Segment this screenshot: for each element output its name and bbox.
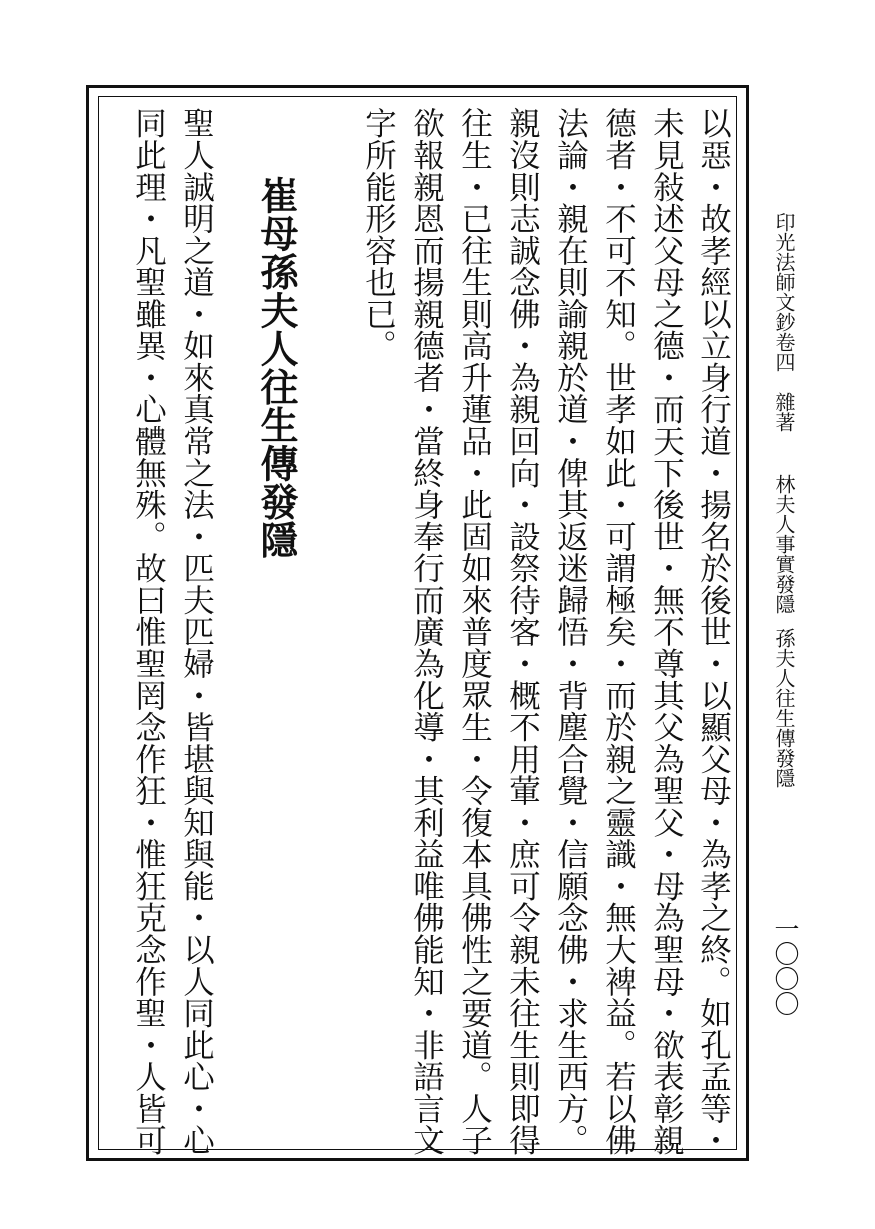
text-column-4: 法論・親在則諭親於道・俾其返迷歸悟・背塵合覺・信願念佛・求生西方。: [552, 107, 589, 1156]
text-column-5: 親沒則志誠念佛・為親回向・設祭待客・概不用葷・庶可令親未往生則即得: [504, 107, 541, 1156]
running-title-2: 孫夫人往生傳發隱: [772, 628, 796, 788]
text-column-8: 字所能形容也已。: [360, 107, 397, 362]
text-column-9: 聖人誠明之道・如來真常之法・匹夫匹婦・皆堪與知與能・以人同此心・心: [178, 107, 215, 1156]
text-column-3: 德者・不可不知。世孝如此・可謂極矣・而於親之靈識・無大裨益。若以佛: [600, 107, 637, 1156]
text-column-1: 以惡・故孝經以立身行道・揚名於後世・以顯父母・為孝之終。如孔孟等・: [695, 107, 732, 1156]
page-number: 一〇〇〇: [771, 916, 800, 1016]
text-column-10: 同此理・凡聖雖異・心體無殊。故曰惟聖罔念作狂・惟狂克念作聖・人皆可: [130, 107, 167, 1156]
text-column-2: 未見敍述父母之德・而天下後世・無不尊其父為聖父・母為聖母・欲表彰親: [648, 107, 685, 1156]
article-heading: 崔母孫夫人往生傳發隱: [254, 176, 299, 559]
text-column-7: 欲報親恩而揚親德者・當終身奉行而廣為化導・其利益唯佛能知・非語言文: [408, 107, 445, 1156]
book-title: 印光法師文鈔卷四: [772, 212, 796, 372]
section-label: 雜著: [772, 392, 796, 432]
running-title-1: 林夫人事實發隱: [772, 474, 796, 614]
text-column-6: 往生・已往生則高升蓮品・此固如來普度眾生・令復本具佛性之要道。人子: [456, 107, 493, 1156]
